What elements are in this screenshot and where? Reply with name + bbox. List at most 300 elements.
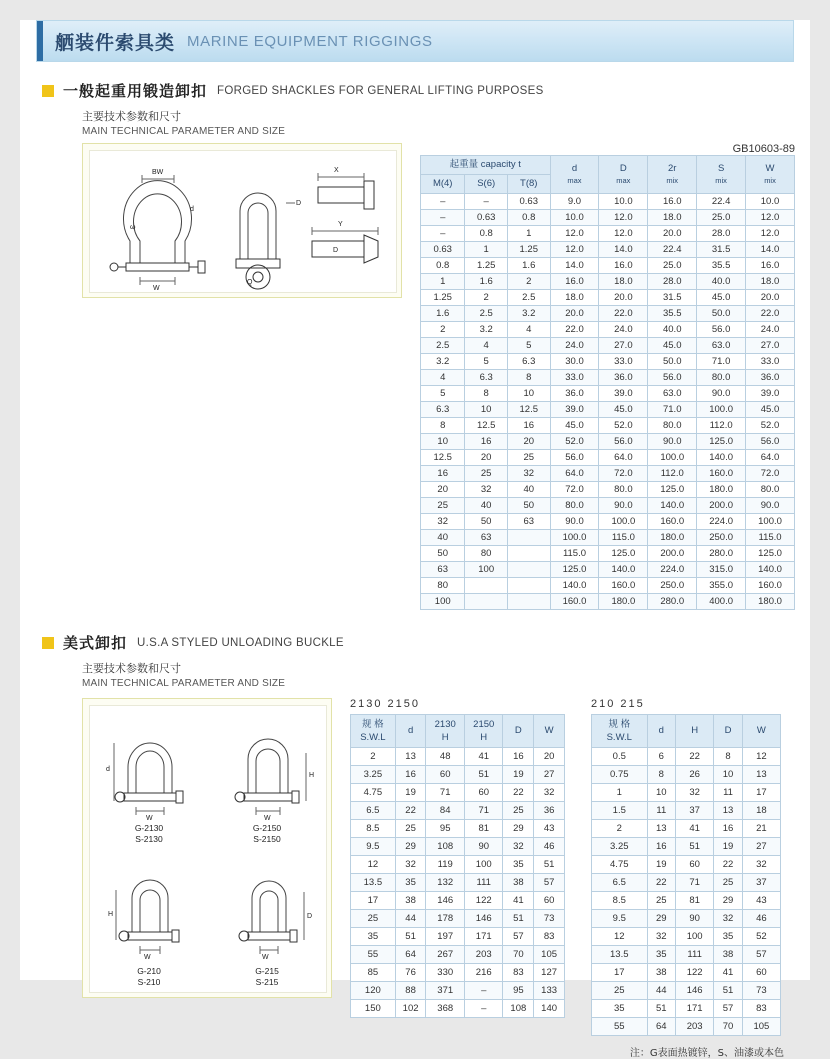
table-cell: 180.0 xyxy=(599,594,648,610)
table-cell: 105 xyxy=(534,945,565,963)
table-cell: 80 xyxy=(421,578,465,594)
table-cell: 81 xyxy=(464,819,503,837)
table-cell: 197 xyxy=(426,927,465,945)
table-cell: 51 xyxy=(503,909,534,927)
table-cell: 32 xyxy=(534,783,565,801)
table-cell xyxy=(465,578,508,594)
label-X: X xyxy=(334,167,339,175)
table-cell: 180.0 xyxy=(648,530,697,546)
table-cell: 22 xyxy=(503,783,534,801)
table-cell: 4 xyxy=(507,322,550,338)
table-cell: 72.0 xyxy=(746,466,795,482)
th-H-2: H xyxy=(676,714,714,747)
shackle-g210-diagram xyxy=(94,856,204,966)
table-row xyxy=(592,981,781,999)
table-row xyxy=(351,801,565,819)
section-2-subcaption xyxy=(82,661,810,691)
table-cell: 63 xyxy=(507,514,550,530)
table-cell: 8 xyxy=(647,765,676,783)
table-cell: 50 xyxy=(421,546,465,562)
table-cell: 160.0 xyxy=(550,594,599,610)
table-cell: 115.0 xyxy=(599,530,648,546)
table-cell: 12 xyxy=(592,927,648,945)
table-row xyxy=(421,306,795,322)
table-cell: 3.25 xyxy=(351,765,396,783)
table-row xyxy=(421,258,795,274)
table-cell: 45.0 xyxy=(648,338,697,354)
table-cell: 30.0 xyxy=(550,354,599,370)
table-cell: 80 xyxy=(465,546,508,562)
table-cell: 90.0 xyxy=(550,514,599,530)
table-cell: 56.0 xyxy=(550,450,599,466)
table-cell: 63.0 xyxy=(697,338,746,354)
table-cell: 200.0 xyxy=(697,498,746,514)
table-cell: 32 xyxy=(647,927,676,945)
table-row xyxy=(592,963,781,981)
table-cell: 280.0 xyxy=(648,594,697,610)
table-cell: 112.0 xyxy=(648,466,697,482)
table-row xyxy=(592,801,781,819)
table-cell: 13.5 xyxy=(351,873,396,891)
table-cell: 22.0 xyxy=(599,306,648,322)
table-row xyxy=(421,482,795,498)
table-cell: 90.0 xyxy=(648,434,697,450)
drawing-cell-210 xyxy=(90,849,208,992)
th-swl: 规 格 S.W.L xyxy=(351,714,396,747)
usa-shackle-drawings xyxy=(89,705,327,993)
table-cell: 125.0 xyxy=(697,434,746,450)
table-cell: 10 xyxy=(714,765,743,783)
table-cell: 12 xyxy=(351,855,396,873)
label-d: d xyxy=(190,206,194,214)
table-cell: 71 xyxy=(426,783,465,801)
table-cell: 12.0 xyxy=(599,226,648,242)
table-cell: 51 xyxy=(395,927,426,945)
table-row xyxy=(421,434,795,450)
table-cell: 125.0 xyxy=(648,482,697,498)
table-cell: 0.8 xyxy=(465,226,508,242)
table-cell: 112.0 xyxy=(697,418,746,434)
table-row xyxy=(421,290,795,306)
table-cell: 20 xyxy=(534,747,565,765)
table-row xyxy=(592,909,781,927)
table-row xyxy=(421,242,795,258)
table-cell: 28.0 xyxy=(648,274,697,290)
table-cell: 10.0 xyxy=(746,194,795,210)
table-cell: 280.0 xyxy=(697,546,746,562)
th-d: d max xyxy=(550,156,599,194)
table-cell: 22 xyxy=(395,801,426,819)
table-cell: 125.0 xyxy=(599,546,648,562)
table-cell: 35 xyxy=(592,999,648,1017)
table-cell: 8.5 xyxy=(351,819,396,837)
table-row xyxy=(421,354,795,370)
table-cell: 71 xyxy=(464,801,503,819)
th-2130h: 2130 H xyxy=(426,714,465,747)
drawing-label-210: G-210 S-210 xyxy=(137,965,161,987)
table-cell: 50.0 xyxy=(697,306,746,322)
document-page xyxy=(20,20,810,1059)
table-cell: 160.0 xyxy=(599,578,648,594)
table-cell: 111 xyxy=(464,873,503,891)
th-d-2: d xyxy=(647,714,676,747)
table-cell: 84 xyxy=(426,801,465,819)
table-cell: 5 xyxy=(465,354,508,370)
table-cell: 35.5 xyxy=(648,306,697,322)
table-cell: 6.3 xyxy=(421,402,465,418)
table-cell: 51 xyxy=(714,981,743,999)
table-cell: 64.0 xyxy=(746,450,795,466)
table-cell: 6 xyxy=(647,747,676,765)
table-cell: 4.75 xyxy=(592,855,648,873)
table-cell: 25 xyxy=(465,466,508,482)
table-row xyxy=(351,963,565,981)
table-cell: 50 xyxy=(507,498,550,514)
usa-2130-2150-table xyxy=(350,714,565,1018)
table-cell: 57 xyxy=(742,945,780,963)
table-cell: 105 xyxy=(742,1017,780,1035)
bullet-icon-2 xyxy=(42,637,54,649)
table-cell: 41 xyxy=(714,963,743,981)
table-row xyxy=(351,873,565,891)
table-cell: 0.63 xyxy=(465,210,508,226)
table-cell: 10 xyxy=(507,386,550,402)
table-cell: 115.0 xyxy=(746,530,795,546)
table-cell: – xyxy=(421,226,465,242)
table-cell: 371 xyxy=(426,981,465,999)
table-cell: 63 xyxy=(465,530,508,546)
table-cell: 41 xyxy=(503,891,534,909)
svg-text:H: H xyxy=(108,910,114,918)
table-cell: 28.0 xyxy=(697,226,746,242)
drawing-label-215: G-215 S-215 xyxy=(255,965,279,987)
table-cell: 12.0 xyxy=(746,226,795,242)
table-cell: 16 xyxy=(647,837,676,855)
table-cell: 0.75 xyxy=(592,765,648,783)
th-swl-2: 规 格 S.W.L xyxy=(592,714,648,747)
table-cell: 57 xyxy=(534,873,565,891)
table-cell: 2.5 xyxy=(465,306,508,322)
th-S6: S(6) xyxy=(465,175,508,194)
table-2-wrap xyxy=(350,698,565,1036)
table-row xyxy=(421,338,795,354)
th-S: S mix xyxy=(697,156,746,194)
table-cell: 85 xyxy=(351,963,396,981)
usa-210-215-table-body xyxy=(592,747,781,1035)
forged-shackle-table xyxy=(420,155,795,610)
drawing-cell-2150 xyxy=(208,706,326,849)
table-cell: 24.0 xyxy=(746,322,795,338)
table-cell: 6.3 xyxy=(465,370,508,386)
table-cell: 1.6 xyxy=(507,258,550,274)
table-cell: 4 xyxy=(465,338,508,354)
table-cell: 32 xyxy=(507,466,550,482)
table-row xyxy=(592,1017,781,1035)
table-cell: 12.5 xyxy=(421,450,465,466)
table-cell: 13 xyxy=(647,819,676,837)
table-cell: 41 xyxy=(676,819,714,837)
table-row xyxy=(592,783,781,801)
table-cell: 37 xyxy=(742,873,780,891)
table-cell: 3.25 xyxy=(592,837,648,855)
table-cell: 8 xyxy=(421,418,465,434)
table-cell: 25 xyxy=(351,909,396,927)
table-cell: 20.0 xyxy=(550,306,599,322)
bullet-icon xyxy=(42,85,54,97)
table-cell: – xyxy=(421,194,465,210)
table-cell: 25 xyxy=(714,873,743,891)
table-cell: 73 xyxy=(742,981,780,999)
table-cell: 19 xyxy=(503,765,534,783)
table-cell: 35 xyxy=(714,927,743,945)
table-cell: 100.0 xyxy=(599,514,648,530)
table-row xyxy=(592,765,781,783)
table-cell: 25 xyxy=(503,801,534,819)
table-cell: 267 xyxy=(426,945,465,963)
table-cell: 125.0 xyxy=(550,562,599,578)
table-cell: 22.0 xyxy=(746,306,795,322)
table-cell: 45.0 xyxy=(746,402,795,418)
table-cell: 27 xyxy=(534,765,565,783)
table-cell: 20.0 xyxy=(648,226,697,242)
svg-text:W: W xyxy=(264,814,271,822)
table-cell: 60 xyxy=(464,783,503,801)
table-row xyxy=(351,837,565,855)
table-cell: 1 xyxy=(592,783,648,801)
table-cell: 22.4 xyxy=(697,194,746,210)
table-cell: 55 xyxy=(351,945,396,963)
table-cell xyxy=(507,578,550,594)
table-cell: 19 xyxy=(714,837,743,855)
table-cell xyxy=(507,594,550,610)
table-cell: 35 xyxy=(395,873,426,891)
table-cell: 16 xyxy=(503,747,534,765)
table-row xyxy=(592,837,781,855)
table-row xyxy=(592,891,781,909)
table-row xyxy=(351,981,565,999)
table-cell: 43 xyxy=(742,891,780,909)
table-cell: 51 xyxy=(647,999,676,1017)
table-cell: 32 xyxy=(395,855,426,873)
svg-text:W: W xyxy=(144,953,151,961)
table-cell: 1 xyxy=(507,226,550,242)
table-cell: 57 xyxy=(714,999,743,1017)
th-W: W mix xyxy=(746,156,795,194)
table-cell: 9.5 xyxy=(351,837,396,855)
table-row xyxy=(421,546,795,562)
table-cell: 5 xyxy=(421,386,465,402)
table-cell: 224.0 xyxy=(648,562,697,578)
table-cell: 27 xyxy=(742,837,780,855)
table-cell xyxy=(465,594,508,610)
table-cell: 20 xyxy=(507,434,550,450)
svg-text:W: W xyxy=(146,814,153,822)
section-title-2 xyxy=(42,632,810,653)
table-cell: 36.0 xyxy=(599,370,648,386)
table-cell: 70 xyxy=(714,1017,743,1035)
table-row xyxy=(592,873,781,891)
table-cell: 40.0 xyxy=(697,274,746,290)
table-row xyxy=(351,765,565,783)
table-cell: 200.0 xyxy=(648,546,697,562)
section-title-1 xyxy=(42,80,810,101)
th-2r: 2r mix xyxy=(648,156,697,194)
table-3-wrap xyxy=(591,698,781,1036)
table-cell: 368 xyxy=(426,999,465,1017)
table-cell: 90 xyxy=(676,909,714,927)
section-1-body xyxy=(42,143,795,610)
table-cell: 29 xyxy=(647,909,676,927)
table-cell: 1 xyxy=(465,242,508,258)
table-row xyxy=(421,402,795,418)
section-2-title-cn: 美式卸扣 xyxy=(63,634,128,653)
table-cell: 122 xyxy=(676,963,714,981)
table-row xyxy=(351,999,565,1017)
table-cell: 71.0 xyxy=(648,402,697,418)
table-cell: 44 xyxy=(395,909,426,927)
table-cell: 100 xyxy=(464,855,503,873)
table-cell: 81 xyxy=(676,891,714,909)
table-cell: 12.0 xyxy=(599,210,648,226)
table-row xyxy=(421,274,795,290)
table-cell: 18.0 xyxy=(550,290,599,306)
table-cell: 3.2 xyxy=(465,322,508,338)
table-cell: 90 xyxy=(464,837,503,855)
table-row xyxy=(351,855,565,873)
table-row xyxy=(421,514,795,530)
table-cell: 38 xyxy=(503,873,534,891)
header-title-en: MARINE EQUIPMENT RIGGINGS xyxy=(187,32,433,50)
header-title-cn: 舾装件索具类 xyxy=(55,31,176,54)
table-cell: 12.5 xyxy=(465,418,508,434)
table-cell: 43 xyxy=(534,819,565,837)
table-cell: 72.0 xyxy=(550,482,599,498)
table-cell: 100.0 xyxy=(697,402,746,418)
table-cell: 4.75 xyxy=(351,783,396,801)
table-row xyxy=(421,578,795,594)
th-T8: T(8) xyxy=(507,175,550,194)
table-cell: 171 xyxy=(464,927,503,945)
table-cell: 18.0 xyxy=(599,274,648,290)
table-cell: 140.0 xyxy=(550,578,599,594)
table-cell: 35.5 xyxy=(697,258,746,274)
table-cell: 19 xyxy=(647,855,676,873)
table-cell: 17 xyxy=(592,963,648,981)
table-cell: 22 xyxy=(714,855,743,873)
table-row xyxy=(351,747,565,765)
section-2-title-en: U.S.A STYLED UNLOADING BUCKLE xyxy=(137,636,344,649)
table-cell: 8 xyxy=(465,386,508,402)
table-cell: 0.8 xyxy=(421,258,465,274)
table-cell: 18 xyxy=(742,801,780,819)
label-Y: Y xyxy=(338,221,343,229)
table-cell: 16.0 xyxy=(599,258,648,274)
table-cell: 25 xyxy=(421,498,465,514)
table-cell: 13 xyxy=(742,765,780,783)
table-cell: 51 xyxy=(464,765,503,783)
table-cell: 0.5 xyxy=(592,747,648,765)
label-W: W xyxy=(153,285,160,293)
table-row xyxy=(421,498,795,514)
table-cell: 330 xyxy=(426,963,465,981)
section-1-subcaption xyxy=(82,109,810,139)
table-cell: 125.0 xyxy=(746,546,795,562)
table-cell: 16 xyxy=(507,418,550,434)
table-cell: 14.0 xyxy=(599,242,648,258)
table-cell: 80.0 xyxy=(746,482,795,498)
table-cell: 39.0 xyxy=(746,386,795,402)
table-cell: 171 xyxy=(676,999,714,1017)
shackle-g215-diagram xyxy=(212,856,322,966)
table-cell: 224.0 xyxy=(697,514,746,530)
table-cell: 160.0 xyxy=(697,466,746,482)
table-cell: 18.0 xyxy=(648,210,697,226)
usa-210-215-table xyxy=(591,714,781,1036)
table-cell: 400.0 xyxy=(697,594,746,610)
table-cell: 29 xyxy=(395,837,426,855)
table-cell: 17 xyxy=(742,783,780,801)
table-cell: 160.0 xyxy=(746,578,795,594)
table-cell: 56.0 xyxy=(599,434,648,450)
table-cell: 52.0 xyxy=(550,434,599,450)
table-cell: 12.0 xyxy=(550,242,599,258)
table-row xyxy=(421,386,795,402)
table-cell: 95 xyxy=(426,819,465,837)
section-1-subcap-en: MAIN TECHNICAL PARAMETER AND SIZE xyxy=(82,125,286,137)
table-cell: 10 xyxy=(465,402,508,418)
table-cell: 0.63 xyxy=(507,194,550,210)
table-1-wrap xyxy=(420,143,795,610)
table-cell: 32 xyxy=(742,855,780,873)
svg-text:d: d xyxy=(106,765,110,773)
table-cell: 63 xyxy=(421,562,465,578)
label-D: D xyxy=(296,200,302,208)
table-cell: 12 xyxy=(742,747,780,765)
table-row xyxy=(421,450,795,466)
table-cell: 83 xyxy=(534,927,565,945)
table-cell xyxy=(507,530,550,546)
table-cell: 90.0 xyxy=(697,386,746,402)
table-cell: 80.0 xyxy=(550,498,599,514)
table-cell: 32 xyxy=(676,783,714,801)
usa-tables xyxy=(350,698,781,1036)
table-cell: 203 xyxy=(464,945,503,963)
table-cell: 3.2 xyxy=(507,306,550,322)
table-cell: 108 xyxy=(503,999,534,1017)
table-row xyxy=(351,909,565,927)
table-row xyxy=(421,466,795,482)
table-cell: 16.0 xyxy=(550,274,599,290)
table-cell: 216 xyxy=(464,963,503,981)
table-cell: 250.0 xyxy=(648,578,697,594)
table-row xyxy=(592,945,781,963)
table-cell: 25 xyxy=(507,450,550,466)
table-cell: 80.0 xyxy=(697,370,746,386)
table-cell: 16 xyxy=(465,434,508,450)
table-row xyxy=(421,370,795,386)
table-cell: 13 xyxy=(395,747,426,765)
table-row xyxy=(351,819,565,837)
table-cell: 25 xyxy=(647,891,676,909)
table-cell: 1.25 xyxy=(421,290,465,306)
table-cell: 38 xyxy=(395,891,426,909)
drawing-cell-215 xyxy=(208,849,326,992)
table-cell: 120 xyxy=(351,981,396,999)
table-row xyxy=(592,855,781,873)
label-BW: BW xyxy=(152,169,164,177)
table-row xyxy=(421,594,795,610)
table-cell: 2.5 xyxy=(507,290,550,306)
